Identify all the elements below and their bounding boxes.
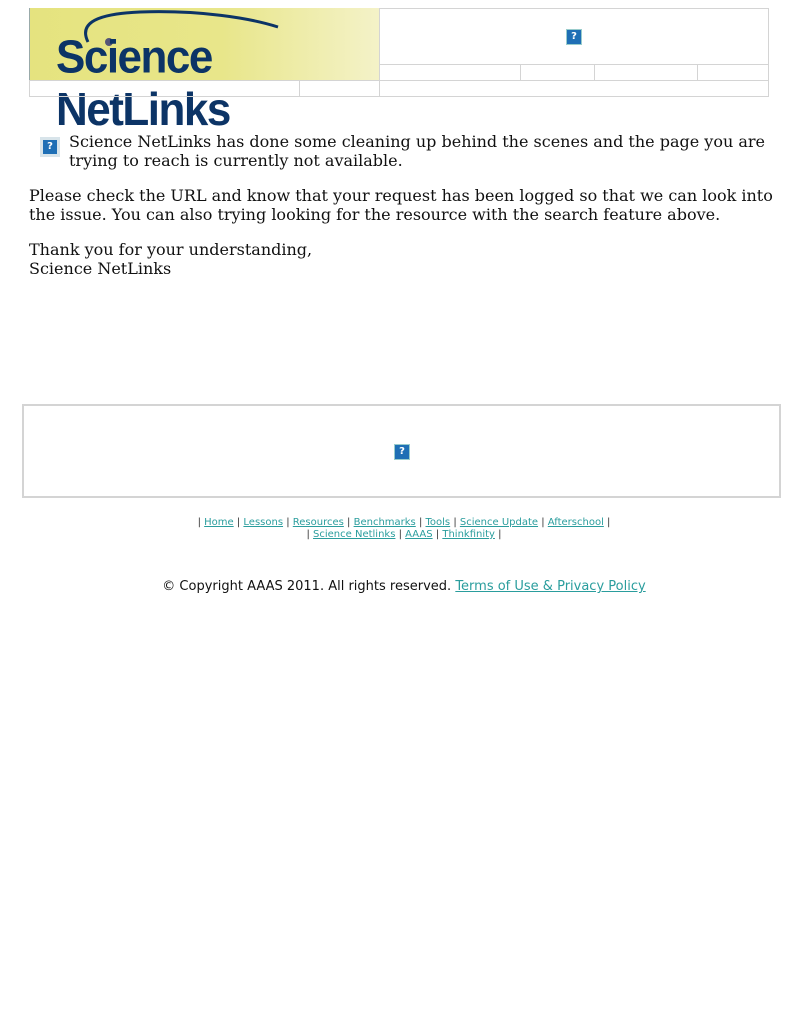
broken-image-icon: ? [566, 29, 582, 45]
broken-image-icon: ? [40, 137, 60, 157]
footer-link-home[interactable]: Home [204, 517, 234, 528]
science-netlinks-logo[interactable] [29, 8, 379, 136]
footer-nav-secondary: | Science Netlinks | AAAS | Thinkfinity | [306, 529, 502, 540]
footer-link-thinkfinity[interactable]: Thinkfinity [442, 529, 495, 540]
footer-nav-primary: | Home | Lessons | Resources | Benchmarks | Tools | Science Update | Afterschool | [197, 517, 611, 528]
footer-link-science-netlinks[interactable]: Science Netlinks [313, 529, 396, 540]
copyright-text: © Copyright AAAS 2011. All rights reserved. [162, 579, 452, 594]
footer-link-lessons[interactable]: Lessons [243, 517, 284, 528]
footer-link-afterschool[interactable]: Afterschool [547, 517, 604, 528]
subnav-cell [299, 80, 380, 97]
footer-link-tools[interactable]: Tools [425, 517, 451, 528]
terms-privacy-link[interactable]: Terms of Use & Privacy Policy [455, 579, 646, 594]
thanks-line: Thank you for your understanding, [29, 240, 313, 259]
copyright-line [0, 579, 808, 594]
footer-link-aaas[interactable]: AAAS [405, 529, 433, 540]
footer-banner [22, 404, 781, 498]
error-instructions: Please check the URL and know that your request has been logged so that we can look into the issue. You can also trying looking for the resource with the search feature above. [29, 186, 773, 224]
subnav-cell [379, 80, 769, 97]
logo-text: Science NetLinks [56, 31, 230, 136]
nav-cell[interactable] [697, 64, 769, 81]
footer-link-benchmarks[interactable]: Benchmarks [353, 517, 416, 528]
subnav-cell [29, 80, 300, 97]
footer-link-science-update[interactable]: Science Update [459, 517, 539, 528]
signature: Science NetLinks [29, 259, 172, 278]
error-message: Science NetLinks has done some cleaning up behind the scenes and the page you are trying to reach is currently not available. [69, 132, 766, 170]
nav-cell[interactable] [520, 64, 595, 81]
broken-image-icon: ? [394, 444, 410, 460]
footer-link-resources[interactable]: Resources [292, 517, 344, 528]
header-banner [379, 8, 769, 65]
nav-cell[interactable] [594, 64, 698, 81]
nav-cell[interactable] [379, 64, 521, 81]
